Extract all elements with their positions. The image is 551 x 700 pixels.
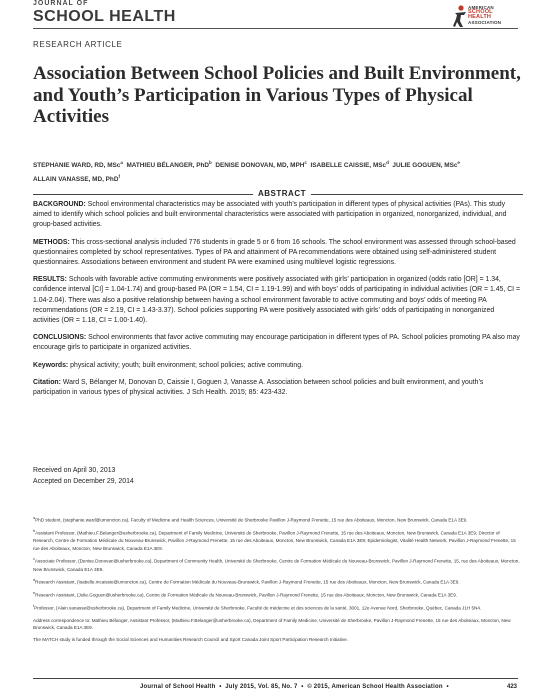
author-name: MATHIEU BÉLANGER, PhD [126, 162, 210, 170]
asha-figure-icon [452, 4, 468, 28]
abstract-conclusions: CONCLUSIONS: School environments that favor active commuting may encourage participation in different types of PA. School policies promoting PA also may encourage girls to participate in organized activities. [33, 334, 520, 352]
affiliation-footnotes [33, 515, 521, 647]
footnote-f: $^f$Professor, (Alain.vanasse@usherbrooke.ca), Department of Family Medicine, Université de Sherbrooke, Faculté de médecine et des sciences de la santé, 3001, 12e Avenue Nord, Sherbrooke, Québec, Canada J1H 5N4. [33, 604, 482, 611]
author-name: JULIE GOGUEN, MSc [392, 162, 458, 170]
journal-masthead-prefix: JOURNAL OF [33, 0, 89, 7]
abstract-methods: METHODS: This cross-sectional analysis included 776 students in grade 5 or 6 from 16 schools. The school environment was assessed through school-based questionnaires completed by school representatives. Types of PA and attainment of PA recommendations were obtained using self-administered student questionnaires. Associations between environment and student PA were examined using multilevel logistic regressions. [33, 238, 516, 267]
journal-masthead [33, 0, 176, 26]
abstract-background: BACKGROUND: School environmental characteristics may be associated with youth’s participation in different types of physical activities (PAs). This study aimed to identify which school policies and built environmental characteristics were associated with participation in organized, nonorganized, individual, and group-based activities. [33, 201, 507, 229]
footer-separator: • [446, 684, 449, 690]
abstract-heading [33, 189, 523, 199]
asha-logo-text: AMERICAN SCHOOL HEALTH ASSOCIATION [468, 5, 502, 25]
author-line-2: ALLAIN VANASSE, MD, PhD$^f$ [33, 174, 120, 184]
author-name: DENISE DONOVAN, MD, MPH [215, 162, 305, 170]
footer-separator: • [219, 684, 222, 690]
article-dates [33, 466, 134, 487]
asha-logo [452, 4, 522, 28]
page-footer [140, 684, 449, 690]
footnote-a: $^a$PhD student, (stephanie.ward@umoncton.ca), Faculty of Medicine and Health Sciences, Université de Sherbrooke Pavillon J-Raymond Frenette, 15 rue des Aboiteaux, Moncton, New Brunswick, Canada E1A 3E9. [33, 516, 468, 523]
page-number: 423 [507, 684, 518, 690]
abstract-heading-label: ABSTRACT [255, 189, 309, 198]
article-title: Association Between School Policies and Built Environment, and Youth’s Participation in Various Types of Physical Activities [33, 63, 521, 127]
footnote-d: $^d$Research Assistant, (Isabelle.mcaissie@umoncton.ca), Centre de Formation Médicale du Nouveau-Brunswick, Pavillon J-Raymond Frenette, 15 rue des Aboiteaux, Moncton, New Brunswick, Canada E1A 3E9. [33, 578, 460, 585]
footer-rule [33, 678, 518, 679]
abstract-rule-right [311, 194, 523, 195]
footnote-c: $^c$Associate Professor, (Denise.Donovan@usherbrooke.ca), Department of Community Health, Université de Sherbrooke, Centre de Formation Médicale du Nouveau-Brunswick, Pavillon J-Raymond Frenette, 15, rue des Aboiteaux, Moncton, New Brunswick, Canada E1A 3E9. [33, 557, 520, 572]
author-list [33, 157, 523, 185]
funding-note: The MATCH study is funded through the Social Sciences and Humanities Research Council and Sport Canada Joint Sport Participation Research Initiative. [33, 636, 349, 642]
abstract-body [33, 200, 521, 405]
author-line-1: STEPHANIE WARD, RD, MSc$^a$ MATHIEU BÉLANGER, PhD$^b$ DENISE DONOVAN, MD, MPH$^c$ ISABELLE CAISSIE, MSc$^d$ JULIE GOGUEN, MSc$^e$ [33, 160, 460, 170]
abstract-keywords: Keywords: physical activity; youth; built environment; school policies; active commuting. [33, 361, 304, 369]
author-name: ALLAIN VANASSE, MD, PhD [33, 176, 119, 184]
received-date: Received on April 30, 2013 [33, 467, 116, 474]
abstract-results: RESULTS: Schools with favorable active commuting environments were positively associated with girls’ participation in organized (odds ratio [OR] = 1.34, confidence interval [CI] = 1.04-1.74) and group-based PA (OR = 1.54, CI = 1.19-1.99) and with boys’ odds of participating in individual activities (OR = 1.45, CI = 1.04-2.04). There was also a positive relationship between having a school environment favorable to active commuting and boys’ odds of meeting PA recommendations (OR = 2.19, CI = 1.43-3.37). School policies supporting PA were positively associated with girls’ odds of participating in nonorganized activities (OR = 1.18, CI = 1.00-1.40). [33, 276, 521, 325]
header-rule [33, 28, 518, 29]
journal-masthead-title: SCHOOL HEALTH [33, 8, 176, 25]
author-name: ISABELLE CAISSIE, MSc [310, 162, 387, 170]
correspondence-note: Address correspondence to: Mathieu Bélanger, Assistant Professor, (Mathieu.F.Belanger@usherbrooke.ca), Department of Family Medicine, Université de Sherbrooke, Pavillon J-Raymond Frenette, 15 rue des Aboiteaux, Moncton, New Brunswick, Canada E1A 3E9. [33, 617, 511, 631]
footer-journal: Journal of School Health [140, 684, 216, 690]
footnote-b: $^b$Assistant Professor, (Mathieu.F.Belanger@usherbrooke.ca), Department of Family Medicine, Université de Sherbrooke, Pavillon J-Raymond Frenette, 15 rue des Aboiteaux, Moncton, New Brunswick, Canada E1A 3E9; Director of Research, Centre de Formation Médicale du Nouveau-Brunswick, Pavillon J-Raymond Frenette, 15 rue des Aboiteaux, Moncton, New Brunswick, Canada E1A 3E9; Epidemiologist, Vitalité Health Network, Pavillon J-Raymond Frenette, 15 rue des Aboiteaux, Moncton, New Brunswick, Canada E1A 3E9. [33, 529, 516, 551]
footer-separator: • [301, 684, 304, 690]
page-header [0, 0, 551, 28]
footer-issue: July 2015, Vol. 85, No. 7 [225, 684, 298, 690]
abstract-citation: Citation: Ward S, Bélanger M, Donovan D, Caissie I, Goguen J, Vanasse A. Association between school policies and built environment, and youth’s participation in various types of physical activities. J Sch Health. 2015; 85: 423-432. [33, 378, 484, 397]
accepted-date: Accepted on December 29, 2014 [33, 477, 134, 485]
footnote-e: $^e$Research Assistant, (Julie.Goguen@usherbrooke.ca), Centre de Formation Médicale du Nouveau-Brunswick, Pavillon J-Raymond Frenette, 15 rue des Aboiteaux, Moncton, New Brunswick, Canada E1A 3E9. [33, 591, 458, 598]
section-label: RESEARCH ARTICLE [33, 40, 123, 49]
author-name: STEPHANIE WARD, RD, MSc [33, 162, 121, 170]
footer-copyright: © 2015, American School Health Association [307, 684, 443, 690]
abstract-rule-left [33, 194, 253, 195]
